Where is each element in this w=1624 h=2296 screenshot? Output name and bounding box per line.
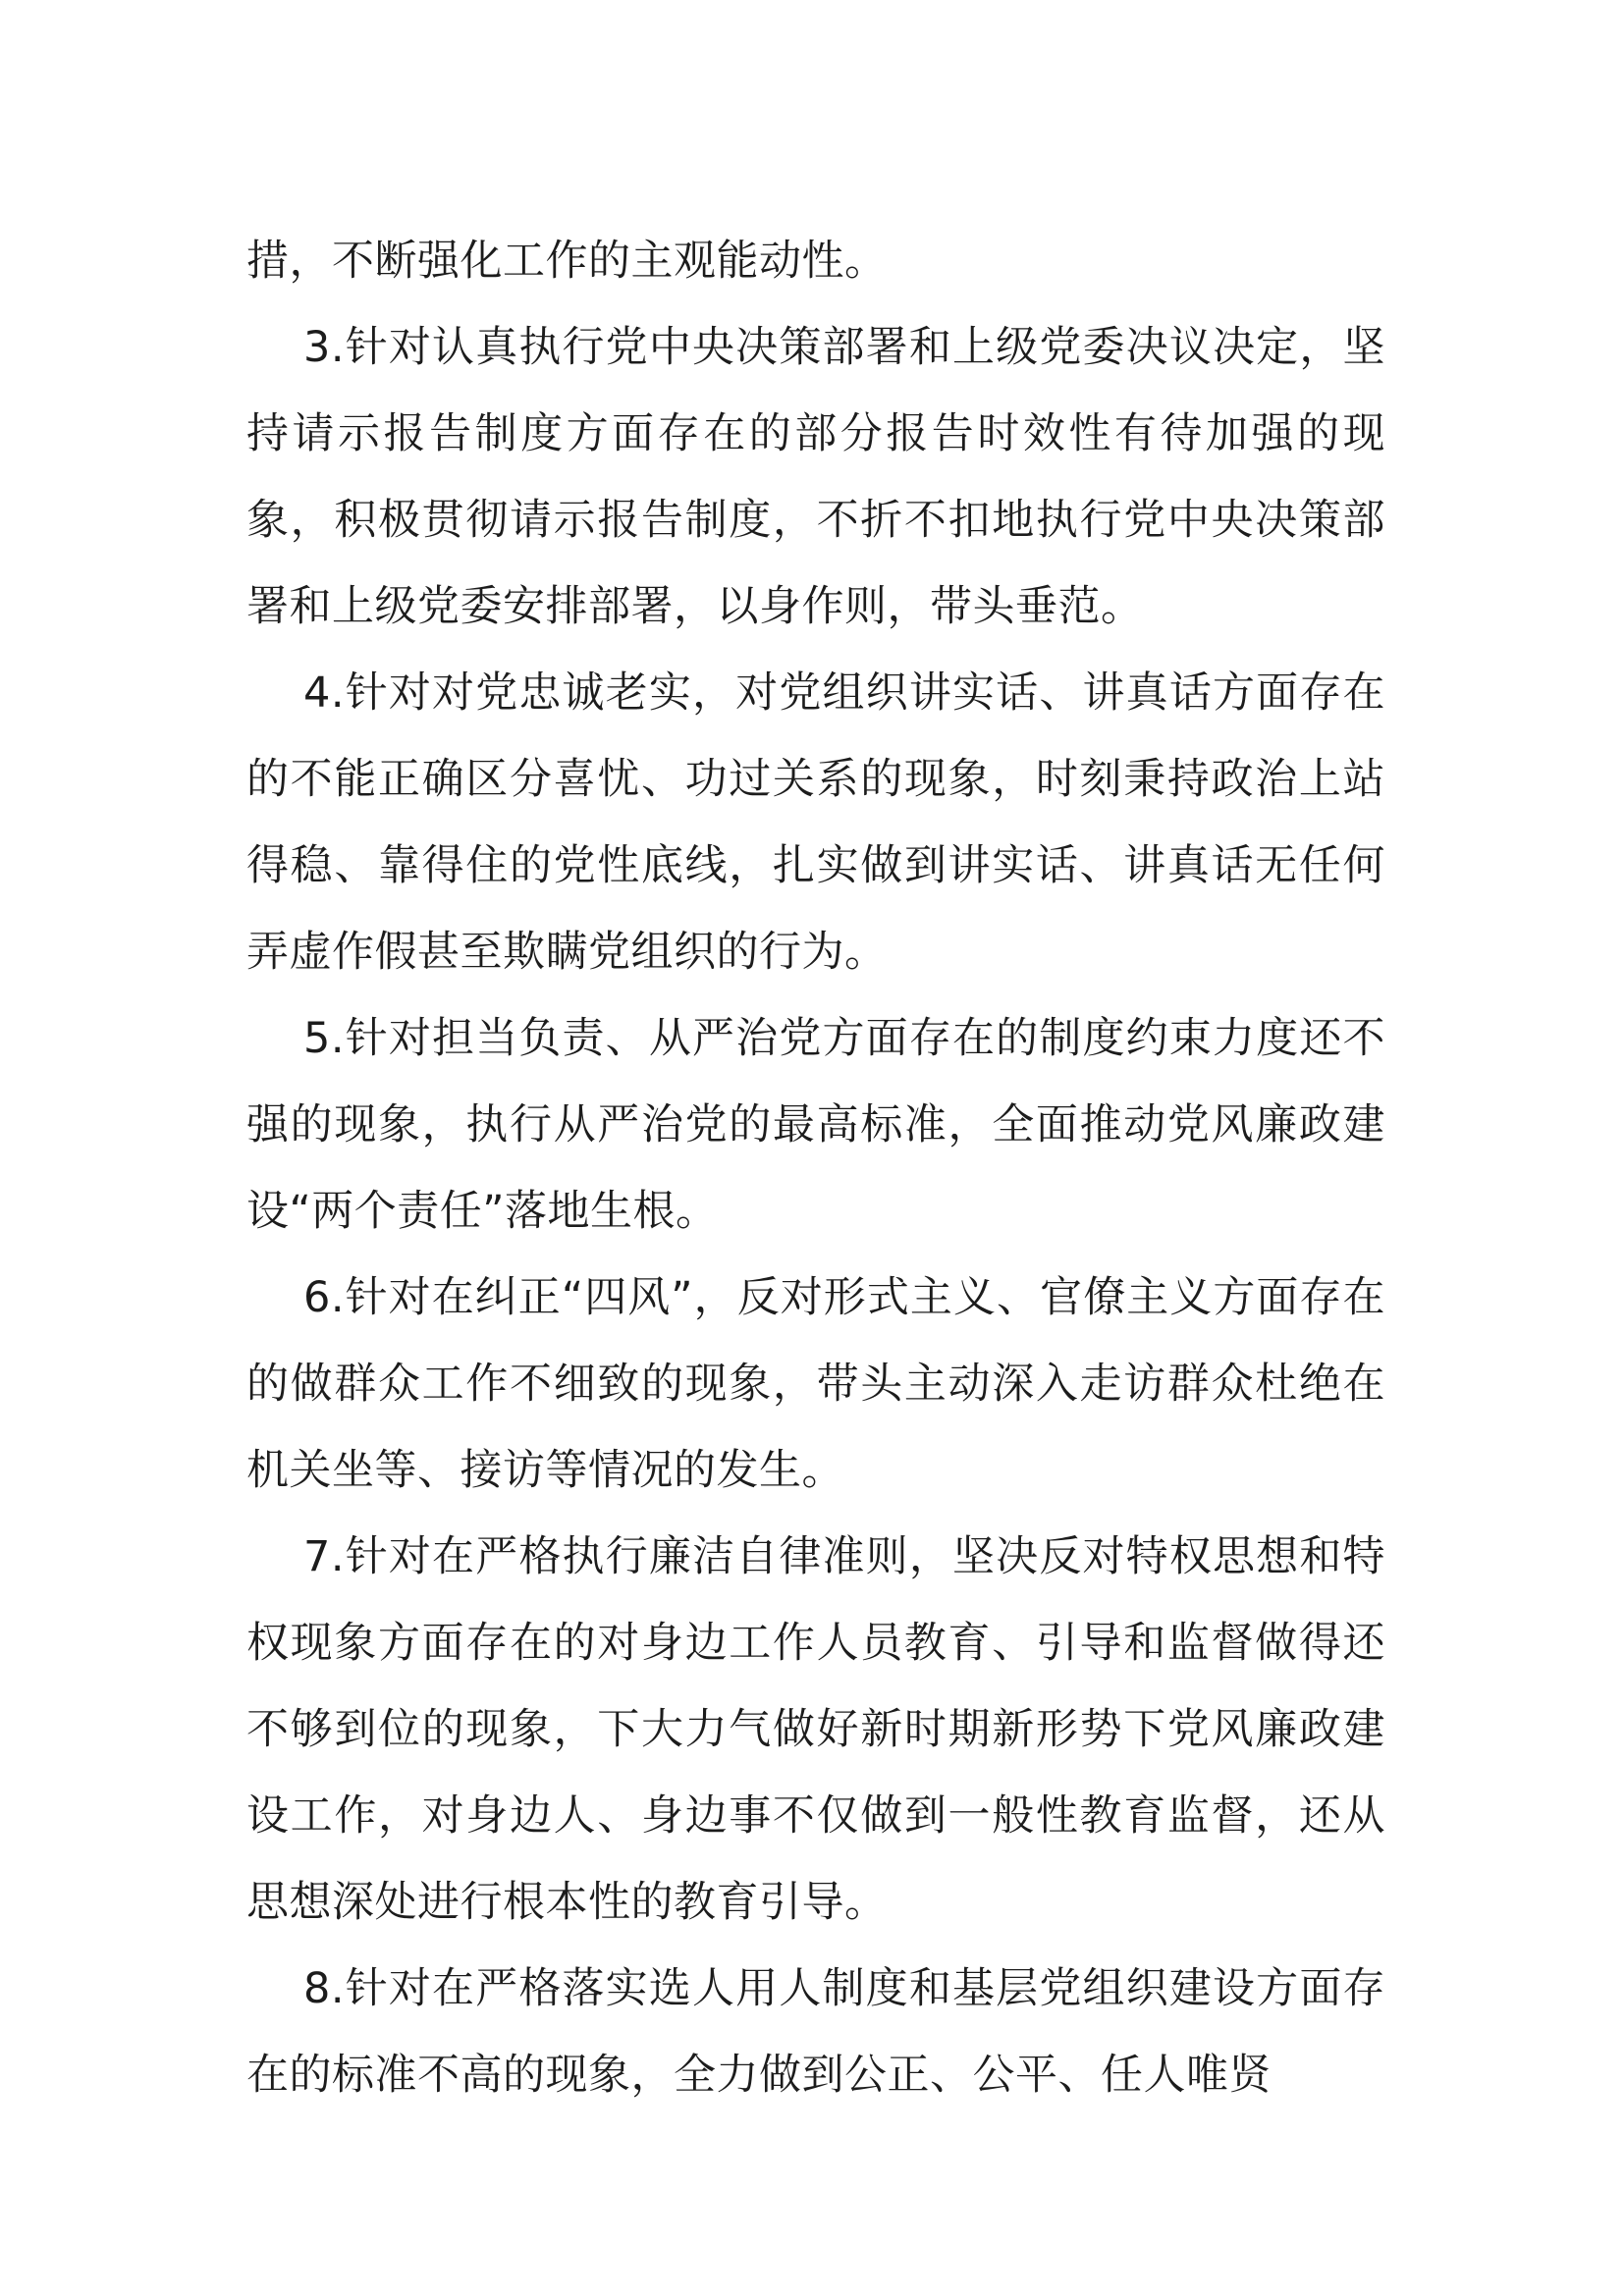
paragraph-item-4: 4.针对对党忠诚老实，对党组织讲实话、讲真话方面存在的不能正确区分喜忧、功过关系的现象，时刻秉持政治上站得稳、靠得住的党性底线，扎实做到讲实话、讲真话无任何弄虚作假甚至欺瞒党组织的行为。 bbox=[246, 668, 1385, 977]
paragraph-item-8: 8.针对在严格落实选人用人制度和基层党组织建设方面存在的标准不高的现象，全力做到公正、公平、任人唯贤 bbox=[246, 1964, 1385, 2100]
paragraph-item-3: 3.针对认真执行党中央决策部署和上级党委决议决定，坚持请示报告制度方面存在的部分报告时效性有待加强的现象，积极贯彻请示报告制度，不折不扣地执行党中央决策部署和上级党委安排部署，以身作则，带头垂范。 bbox=[246, 323, 1385, 631]
paragraph-continuation: 措，不断强化工作的主观能动性。 bbox=[246, 237, 888, 286]
paragraph-item-6: 6.针对在纠正“四风”，反对形式主义、官僚主义方面存在的做群众工作不细致的现象，带头主动深入走访群众杜绝在机关坐等、接访等情况的发生。 bbox=[246, 1273, 1385, 1495]
paragraph-item-5: 5.针对担当负责、从严治党方面存在的制度约束力度还不强的现象，执行从严治党的最高标准，全面推动党风廉政建设“两个责任”落地生根。 bbox=[246, 1014, 1385, 1236]
document-body bbox=[246, 218, 1385, 2118]
paragraph-item-7: 7.针对在严格执行廉洁自律准则，坚决反对特权思想和特权现象方面存在的对身边工作人员教育、引导和监督做得还不够到位的现象，下大力气做好新时期新形势下党风廉政建设工作，对身边人、身边事不仅做到一般性教育监督，还从思想深处进行根本性的教育引导。 bbox=[246, 1532, 1385, 1927]
